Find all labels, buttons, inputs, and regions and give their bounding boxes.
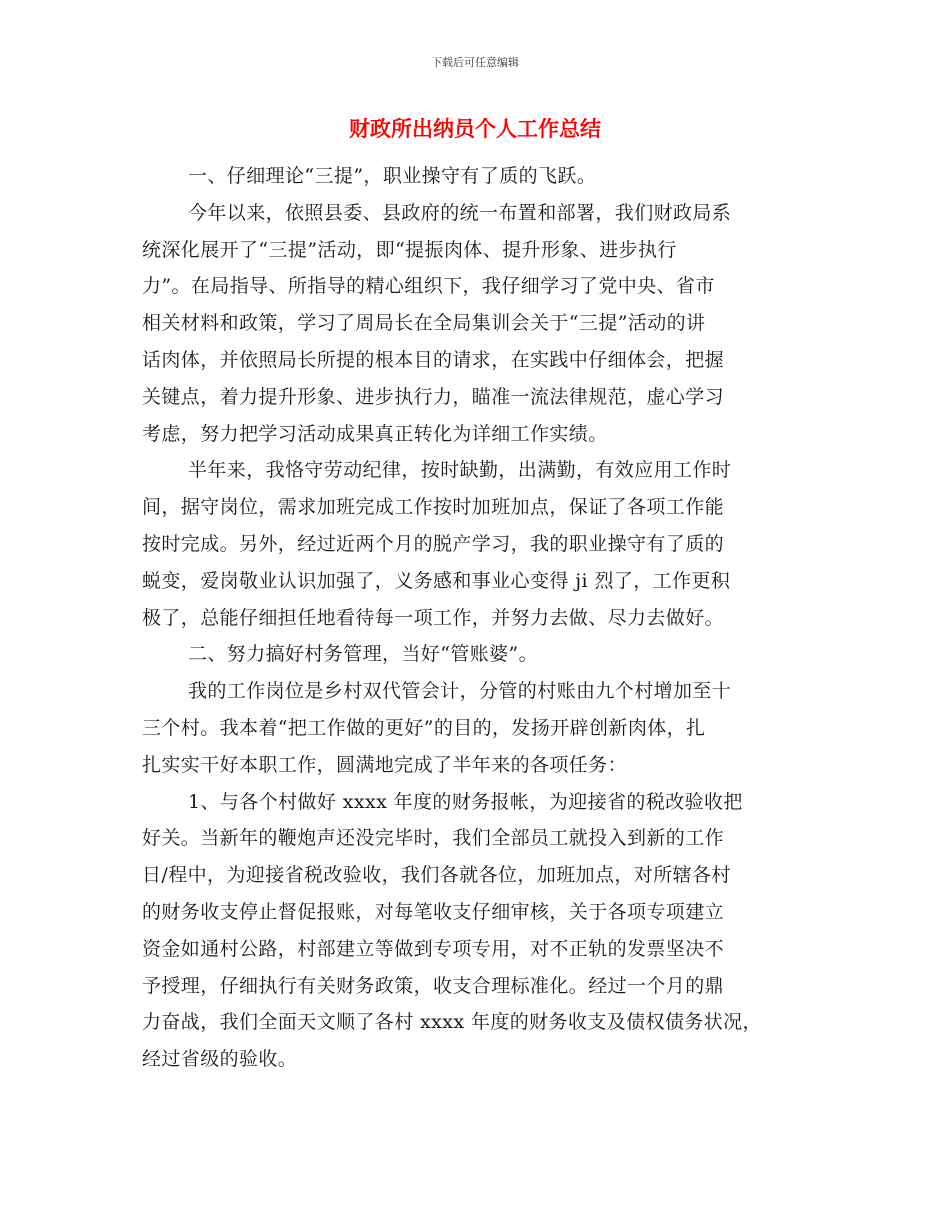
- text-line: 力”。在局指导、所指导的精心组织下，我仔细学习了党中央、省市: [142, 275, 715, 298]
- text-line: 日/程中，为迎接省税改验收，我们各就各位，加班加点，对所辖各村: [142, 864, 731, 887]
- text-line: 资金如通村公路，村部建立等做到专项专用，对不正轨的发票坚决不: [142, 937, 725, 960]
- text-line: 力奋战，我们全面天文顺了各村 xxxx 年度的财务收支及债权债务状况，: [142, 1011, 762, 1034]
- text-line: 好关。当新年的鞭炮声还没完毕时，我们全部员工就投入到新的工作: [142, 827, 725, 850]
- text-line: 统深化展开了“三提”活动，即“提振肉体、提升形象、进步执行: [142, 238, 677, 261]
- text-line: 蜕变，爱岗敬业认识加强了，义务感和事业心变得 ji 烈了，工作更积: [142, 569, 731, 592]
- text-line: 间，据守岗位，需求加班完成工作按时加班加点，保证了各项工作能: [142, 496, 725, 519]
- text-line: 1、与各个村做好 xxxx 年度的财务报帐，为迎接省的税改验收把: [188, 790, 743, 813]
- text-line: 半年来，我恪守劳动纪律，按时缺勤，出满勤，有效应用工作时: [188, 459, 732, 482]
- text-line: 扎实实干好本职工作，圆满地完成了半年来的各项任务：: [142, 753, 628, 776]
- header-note: 下载后可任意编辑: [431, 56, 519, 69]
- text-line: 话肉体，并依照局长所提的根本目的请求，在实践中仔细体会，把握: [142, 348, 725, 371]
- text-line: 我的工作岗位是乡村双代管会计，分管的村账由九个村增加至十: [188, 680, 732, 703]
- text-line: 一、仔细理论“三提”，职业操守有了质的飞跃。: [188, 165, 597, 187]
- text-line: 三个村。我本着“把工作做的更好”的目的，发扬开辟创新肉体，扎: [142, 716, 706, 739]
- text-line: 的财务收支停止督促报账，对每笔收支仔细审核，关于各项专项建立: [142, 900, 725, 923]
- text-line: 二、努力搞好村务管理，当好“管账婆”。: [188, 643, 539, 666]
- text-line: 予授理，仔细执行有关财务政策，收支合理标准化。经过一个月的鼎: [142, 974, 725, 997]
- text-line: 按时完成。另外，经过近两个月的脱产学习，我的职业操守有了质的: [142, 532, 725, 555]
- text-line: 考虑，努力把学习活动成果真正转化为详细工作实绩。: [142, 422, 608, 445]
- text-line: 极了，总能仔细担任地看待每一项工作，并努力去做、尽力去做好。: [142, 606, 725, 629]
- document-body: [142, 158, 814, 1078]
- text-line: 相关材料和政策，学习了周局长在全局集训会关于“三提”活动的讲: [142, 312, 706, 335]
- text-line: 经过省级的验收。: [142, 1048, 298, 1071]
- document-title: 财政所出纳员个人工作总结: [349, 117, 601, 141]
- text-line: 关键点，着力提升形象、进步执行力，瞄准一流法律规范，虚心学习: [142, 385, 725, 408]
- text-line: 今年以来，依照县委、县政府的统一布置和部署，我们财政局系: [188, 201, 732, 224]
